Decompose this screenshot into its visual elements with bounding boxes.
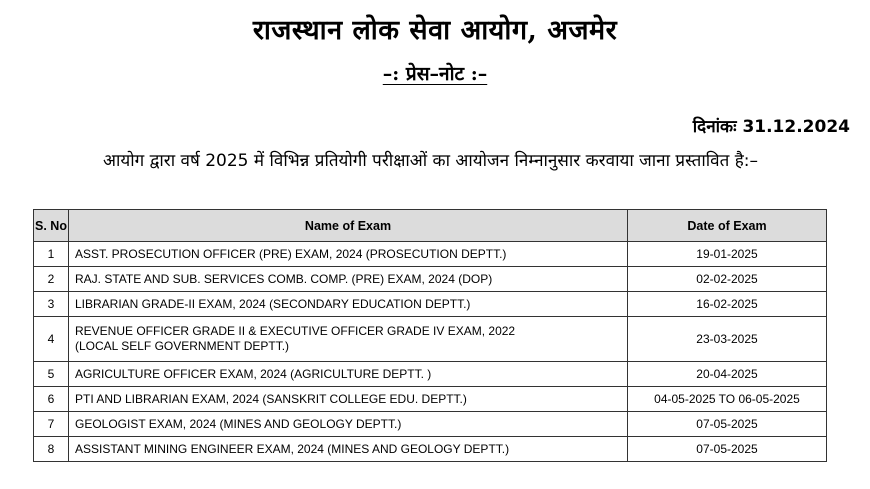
table-row xyxy=(34,317,827,362)
row-exam-name: LIBRARIAN GRADE-II EXAM, 2024 (SECONDARY EDUCATION DEPTT.) xyxy=(69,292,628,317)
row-exam-date: 23-03-2025 xyxy=(628,317,827,362)
table-row xyxy=(34,362,827,387)
row-exam-name: RAJ. STATE AND SUB. SERVICES COMB. COMP. (PRE) EXAM, 2024 (DOP) xyxy=(69,267,628,292)
intro-paragraph: आयोग द्वारा वर्ष 2025 में विभिन्न प्रतियोगी परीक्षाओं का आयोजन निम्नानुसार करवाया जाना प्रस्तावित है:– xyxy=(103,151,758,171)
header-sno: S. No xyxy=(34,210,69,242)
row-sno: 5 xyxy=(34,362,69,387)
row-sno: 1 xyxy=(34,242,69,267)
row-sno: 6 xyxy=(34,387,69,412)
row-sno: 7 xyxy=(34,412,69,437)
page-title: राजस्थान लोक सेवा आयोग, अजमेर xyxy=(252,15,618,46)
row-exam-date: 04-05-2025 TO 06-05-2025 xyxy=(628,387,827,412)
row-exam-name-line1: REVENUE OFFICER GRADE II & EXECUTIVE OFFICER GRADE IV EXAM, 2022 xyxy=(75,324,516,338)
table-row xyxy=(34,292,827,317)
row-exam-name xyxy=(69,317,628,362)
row-sno: 3 xyxy=(34,292,69,317)
table-row xyxy=(34,437,827,462)
row-exam-date: 07-05-2025 xyxy=(628,412,827,437)
row-exam-name: ASSISTANT MINING ENGINEER EXAM, 2024 (MINES AND GEOLOGY DEPTT.) xyxy=(69,437,628,462)
press-note-text: –: प्रेस–नोट :– xyxy=(382,63,488,85)
row-exam-name: AGRICULTURE OFFICER EXAM, 2024 (AGRICULTURE DEPTT. ) xyxy=(69,362,628,387)
exam-schedule-table xyxy=(33,209,827,462)
row-exam-date: 07-05-2025 xyxy=(628,437,827,462)
header-exam-name: Name of Exam xyxy=(69,210,628,242)
row-sno: 8 xyxy=(34,437,69,462)
row-exam-date: 16-02-2025 xyxy=(628,292,827,317)
row-exam-name: GEOLOGIST EXAM, 2024 (MINES AND GEOLOGY DEPTT.) xyxy=(69,412,628,437)
row-exam-date: 20-04-2025 xyxy=(628,362,827,387)
header-exam-date: Date of Exam xyxy=(628,210,827,242)
row-exam-name-line2: (LOCAL SELF GOVERNMENT DEPTT.) xyxy=(75,339,290,353)
row-exam-name: ASST. PROSECUTION OFFICER (PRE) EXAM, 2024 (PROSECUTION DEPTT.) xyxy=(69,242,628,267)
table-row xyxy=(34,267,827,292)
table-header-row xyxy=(34,210,827,242)
row-exam-name: PTI AND LIBRARIAN EXAM, 2024 (SANSKRIT COLLEGE EDU. DEPTT.) xyxy=(69,387,628,412)
table-row xyxy=(34,242,827,267)
row-exam-date: 02-02-2025 xyxy=(628,267,827,292)
press-note-date: दिनांकः 31.12.2024 xyxy=(692,117,850,137)
table-row xyxy=(34,387,827,412)
row-sno: 4 xyxy=(34,317,69,362)
row-sno: 2 xyxy=(34,267,69,292)
press-note-heading xyxy=(0,60,870,86)
row-exam-date: 19-01-2025 xyxy=(628,242,827,267)
table-row xyxy=(34,412,827,437)
